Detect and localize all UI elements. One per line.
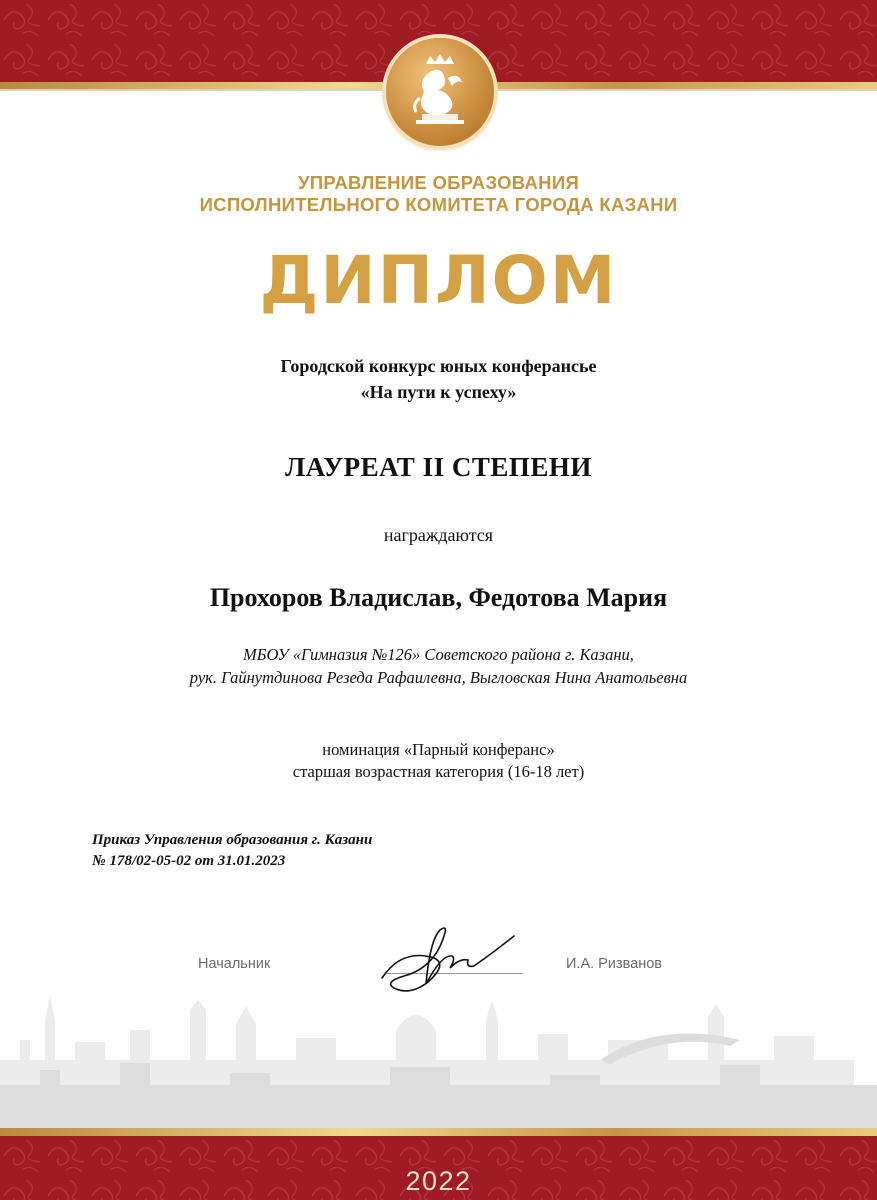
document-title: ДИПЛОМ — [259, 242, 618, 319]
age-category-line: старшая возрастная категория (16-18 лет) — [292, 762, 585, 781]
recipient-names: Прохоров Владислав, Федотова Мария — [209, 583, 668, 612]
signatory-title: Начальник — [198, 956, 271, 972]
year: 2022 — [405, 1166, 472, 1196]
contest-name: Городской конкурс юных конферансье — [280, 356, 597, 376]
organization-line-1: УПРАВЛЕНИЕ ОБРАЗОВАНИЯ — [297, 172, 580, 193]
award-degree: ЛАУРЕАТ II СТЕПЕНИ — [285, 452, 592, 482]
city-skyline-icon — [0, 990, 877, 1128]
school-line: МБОУ «Гимназия №126» Советского района г. Казани, — [243, 645, 634, 664]
contest-motto: «На пути к успеху» — [360, 382, 517, 402]
awarded-text: награждаются — [383, 525, 494, 545]
bottom-gold-stripe — [0, 1128, 877, 1136]
kazan-emblem — [386, 38, 494, 146]
nomination-line: номинация «Парный конферанс» — [322, 740, 555, 759]
supervisors-line: рук. Гайнутдинова Резеда Рафаилевна, Выгловская Нина Анатольевна — [189, 668, 688, 687]
organization-line-2: ИСПОЛНИТЕЛЬНОГО КОМИТЕТА ГОРОДА КАЗАНИ — [199, 194, 678, 215]
order-title: Приказ Управления образования г. Казани — [92, 832, 373, 848]
kazan-coat-of-arms-icon — [386, 38, 494, 146]
order-number: № 178/02-05-02 от 31.01.2023 — [92, 853, 286, 869]
signatory-name: И.А. Ризванов — [566, 956, 662, 972]
